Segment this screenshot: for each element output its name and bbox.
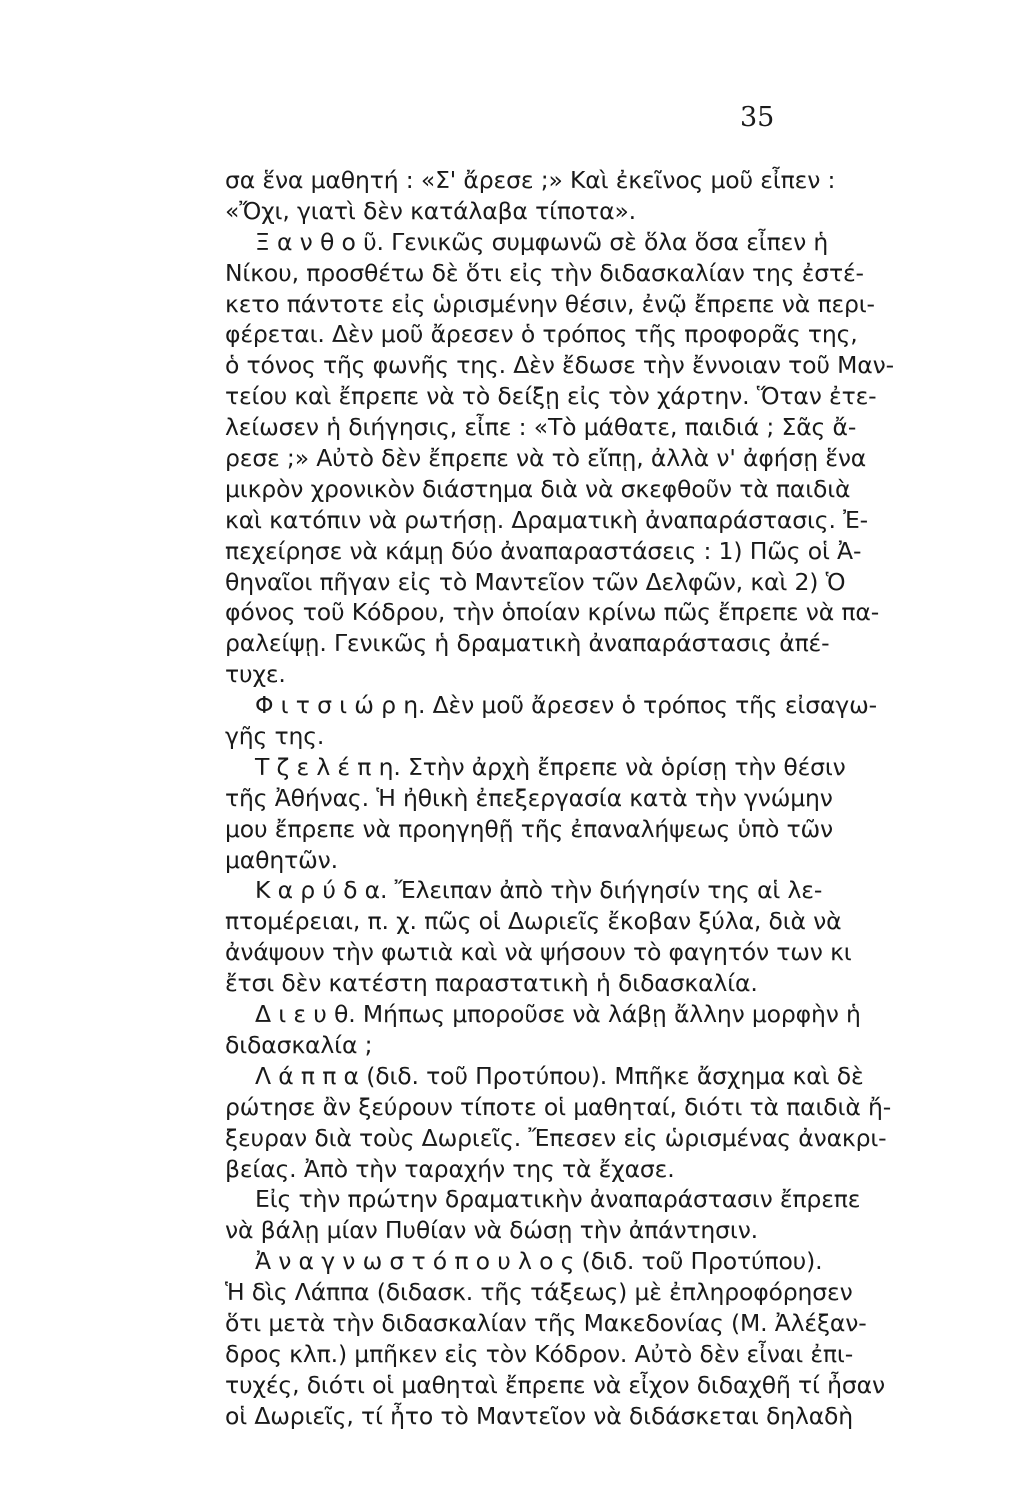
text-line: ρεσε ;» Αὐτὸ δὲν ἔπρεπε νὰ τὸ εἴπῃ, ἀλλὰ ν' ἀφήσῃ ἕνα — [225, 444, 867, 473]
text-line: δρος κλπ.) μπῆκεν εἰς τὸν Κόδρον. Αὐτὸ δὲν εἶναι ἐπι- — [225, 1339, 854, 1368]
text-line: ρώτησε ἂν ξεύρουν τίποτε οἱ μαθηταί, διότι τὰ παιδιὰ ἤ- — [225, 1092, 892, 1121]
text-line: Δ ι ε υ θ. Μήπως μποροῦσε νὰ λάβῃ ἄλλην μορφὴν ἡ — [255, 1000, 861, 1029]
text-line: θηναῖοι πῆγαν εἰς τὸ Μαντεῖον τῶν Δελφῶν, καὶ 2) Ὁ — [225, 567, 846, 596]
text-line: «Ὄχι, γιατὶ δὲν κατάλαβα τίποτα». — [225, 196, 636, 225]
text-line: Τ ζ ε λ έ π η. Στὴν ἀρχὴ ἔπρεπε νὰ ὁρίσῃ τὴν θέσιν — [255, 752, 846, 781]
text-line: νὰ βάλῃ μίαν Πυθίαν νὰ δώσῃ τὴν ἀπάντησιν. — [225, 1216, 759, 1245]
text-line: μου ἔπρεπε νὰ προηγηθῇ τῆς ἐπαναλήψεως ὑπὸ τῶν — [225, 814, 834, 843]
text-line: ἀνάψουν τὴν φωτιὰ καὶ νὰ ψήσουν τὸ φαγητόν των κι — [225, 938, 852, 967]
text-line: τείου καὶ ἔπρεπε νὰ τὸ δείξῃ εἰς τὸν χάρτην. Ὅταν ἐτε- — [225, 382, 877, 411]
text-line: ξευραν διὰ τοὺς Δωριεῖς. Ἔπεσεν εἰς ὡρισμένας ἀνακρι- — [225, 1123, 887, 1152]
text-line: Ἡ δὶς Λάππα (διδασκ. τῆς τάξεως) μὲ ἐπληροφόρησεν — [225, 1278, 853, 1307]
text-line: Λ ά π π α (διδ. τοῦ Προτύπου). Μπῆκε ἄσχημα καὶ δὲ — [255, 1061, 864, 1090]
page-number: 35 — [740, 102, 775, 133]
text-line: σα ἕνα μαθητή : «Σ' ἄρεσε ;» Καὶ ἐκεῖνος μοῦ εἶπεν : — [225, 166, 836, 194]
text-line: διδασκαλία ; — [225, 1030, 373, 1059]
text-line: Κ α ρ ύ δ α. Ἔλειπαν ἀπὸ τὴν διήγησίν της αἱ λε- — [255, 876, 823, 905]
text-line: καὶ κατόπιν νὰ ρωτήσῃ. Δραματικὴ ἀναπαράστασις. Ἐ- — [225, 505, 868, 534]
text-line: Εἰς τὴν πρώτην δραματικὴν ἀναπαράστασιν ἔπρεπε — [255, 1185, 861, 1214]
text-line: ραλείψῃ. Γενικῶς ἡ δραματικὴ ἀναπαράστασις ἀπέ- — [225, 629, 830, 658]
text-line: ὅτι μετὰ τὴν διδασκαλίαν τῆς Μακεδονίας (Μ. Ἀλέξαν- — [225, 1308, 867, 1337]
text-line: τυχές, διότι οἱ μαθηταὶ ἔπρεπε νὰ εἶχον διδαχθῆ τί ἦσαν — [225, 1370, 885, 1399]
text-line: Ξ α ν θ ο ῦ. Γενικῶς συμφωνῶ σὲ ὅλα ὅσα εἶπεν ἡ — [255, 227, 829, 256]
text-line: τυχε. — [225, 660, 286, 689]
text-line: φόνος τοῦ Κόδρου, τὴν ὁποίαν κρίνω πῶς ἔπρεπε νὰ πα- — [225, 598, 880, 627]
text-line: κετο πάντοτε εἰς ὡρισμένην θέσιν, ἐνῷ ἔπρεπε νὰ περι- — [225, 289, 875, 318]
text-line: μαθητῶν. — [225, 845, 338, 874]
text-line: φέρεται. Δὲν μοῦ ἄρεσεν ὁ τρόπος τῆς προφορᾶς της, — [225, 320, 858, 349]
text-line: λείωσεν ἡ διήγησις, εἶπε : «Τὸ μάθατε, παιδιά ; Σᾶς ἄ- — [225, 413, 857, 442]
text-line: ἔτσι δὲν κατέστη παραστατικὴ ἡ διδασκαλία. — [225, 969, 758, 998]
text-line: Νίκου, προσθέτω δὲ ὅτι εἰς τὴν διδασκαλίαν της ἐστέ- — [225, 258, 864, 287]
text-line: πτομέρειαι, π. χ. πῶς οἱ Δωριεῖς ἔκοβαν ξύλα, διὰ νὰ — [225, 907, 842, 936]
text-line: οἱ Δωριεῖς, τί ἦτο τὸ Μαντεῖον νὰ διδάσκεται δηλαδὴ — [225, 1401, 854, 1430]
body-text — [225, 165, 894, 1432]
text-line: βείας. Ἀπὸ τὴν ταραχήν της τὰ ἔχασε. — [225, 1154, 675, 1183]
text-line: Ἀ ν α γ ν ω σ τ ό π ο υ λ ο ς (διδ. τοῦ Προτύπου). — [255, 1247, 823, 1276]
text-line: γῆς της. — [225, 722, 325, 751]
text-line: Φ ι τ σ ι ώ ρ η. Δὲν μοῦ ἄρεσεν ὁ τρόπος τῆς εἰσαγω- — [255, 691, 877, 720]
text-line: πεχείρησε νὰ κάμῃ δύο ἀναπαραστάσεις : 1) Πῶς οἱ Ἀ- — [225, 536, 862, 565]
text-line: μικρὸν χρονικὸν διάστημα διὰ νὰ σκεφθοῦν τὰ παιδιὰ — [225, 474, 851, 503]
text-line: τῆς Ἀθήνας. Ἡ ἠθικὴ ἐπεξεργασία κατὰ τὴν γνώμην — [225, 783, 833, 812]
text-line: ὁ τόνος τῆς φωνῆς της. Δὲν ἔδωσε τὴν ἔννοιαν τοῦ Μαν- — [225, 351, 894, 380]
